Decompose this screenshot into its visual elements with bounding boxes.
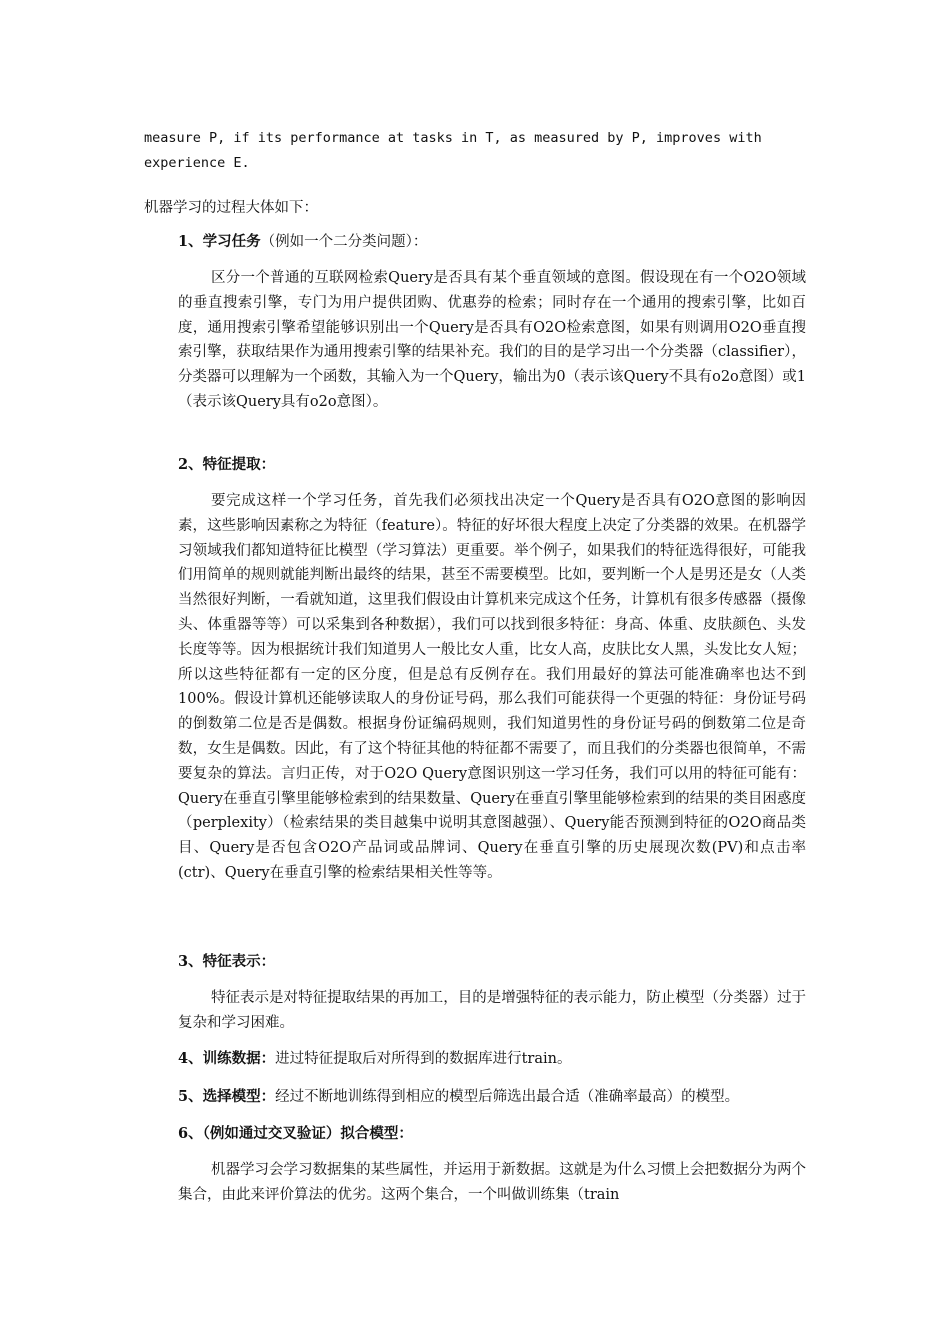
section-1-heading bbox=[178, 230, 427, 254]
section-4-title: 训练数据： bbox=[202, 1050, 276, 1067]
section-3-body: 特征表示是对特征提取结果的再加工，目的是增强特征的表示能力，防止模型（分类器）过于复杂和学习困难。 bbox=[178, 990, 806, 1031]
section-6-body: 机器学习会学习数据集的某些属性，并运用于新数据。这就是为什么习惯上会把数据分为两个集合，由此来评价算法的优劣。这两个集合，一个叫做训练集（train bbox=[178, 1162, 806, 1203]
section-4-number: 4、 bbox=[178, 1050, 203, 1067]
section-6-number: 6、 bbox=[178, 1125, 203, 1142]
intro-english-text: measure P, if its performance at tasks in T, as measured by P, improves with experience E. bbox=[144, 130, 762, 171]
section-3-title: 特征表示： bbox=[202, 953, 276, 970]
section-2-title: 特征提取： bbox=[202, 456, 276, 473]
section-6-title: （例如通过交叉验证）拟合模型： bbox=[202, 1125, 413, 1142]
section-1-body: 区分一个普通的互联网检索Query是否具有某个垂直领域的意图。假设现在有一个O2O领域的垂直搜索引擎，专门为用户提供团购、优惠券的检索；同时存在一个通用的搜索引擎，比如百度，通用搜索引擎希望能够识别出一个Query是否具有O2O检索意图，如果有则调用O2O垂直搜索引擎，获取结果作为通用搜索引擎的结果补充。我们的目的是学习出一个分类器（classifier），分类器可以理解为一个函数，其输入为一个Query，输出为0（表示该Query不具有o2o意图）或1（表示该Query具有o2o意图）。 bbox=[178, 270, 806, 410]
section-6-heading bbox=[178, 1122, 413, 1146]
section-1-number: 1、 bbox=[178, 233, 203, 250]
section-5-heading bbox=[178, 1085, 739, 1109]
process-lead-paragraph: 机器学习的过程大体如下： bbox=[144, 200, 318, 216]
section-1-title-note: （例如一个二分类问题）： bbox=[260, 234, 428, 250]
section-2-number: 2、 bbox=[178, 456, 203, 473]
section-4-text: 进过特征提取后对所得到的数据库进行train。 bbox=[275, 1051, 572, 1067]
section-5-number: 5、 bbox=[178, 1088, 203, 1105]
section-5-text: 经过不断地训练得到相应的模型后筛选出最合适（准确率最高）的模型。 bbox=[275, 1089, 740, 1105]
section-2-heading bbox=[178, 453, 275, 477]
section-5-title: 选择模型： bbox=[202, 1088, 276, 1105]
section-1-title: 学习任务 bbox=[202, 233, 261, 250]
section-3-heading bbox=[178, 950, 275, 974]
section-2-body: 要完成这样一个学习任务，首先我们必须找出决定一个Query是否具有O2O意图的影响因素，这些影响因素称之为特征（feature）。特征的好坏很大程度上决定了分类器的效果。在机器学习领域我们都知道特征比模型（学习算法）更重要。举个例子，如果我们的特征选得很好，可能我们用简单的规则就能判断出最终的结果，甚至不需要模型。比如，要判断一个人是男还是女（人类当然很好判断，一看就知道，这里我们假设由计算机来完成这个任务，计算机有很多传感器（摄像头、体重器等等）可以采集到各种数据），我们可以找到很多特征：身高、体重、皮肤颜色、头发长度等等。因为根据统计我们知道男人一般比女人重，比女人高，皮肤比女人黑，头发比女人短；所以这些特征都有一定的区分度，但是总有反例存在。我们用最好的算法可能准确率也达不到100%。假设计算机还能够读取人的身份证号码，那么我们可能获得一个更强的特征：身份证号码的倒数第二位是否是偶数。根据身份证编码规则，我们知道男性的身份证号码的倒数第二位是奇数，女生是偶数。因此，有了这个特征其他的特征都不需要了，而且我们的分类器也很简单，不需要复杂的算法。言归正传，对于O2O Query意图识别这一学习任务，我们可以用的特征可能有：Query在垂直引擎里能够检索到的结果数量、Query在垂直引擎里能够检索到的结果的类目困惑度（perplexity）（检索结果的类目越集中说明其意图越强）、Query能否预测到特征的O2O商品类目、Query是否包含O2O产品词或品牌词、Query在垂直引擎的历史展现次数(PV)和点击率(ctr)、Query在垂直引擎的检索结果相关性等等。 bbox=[178, 493, 806, 881]
section-4-heading bbox=[178, 1047, 571, 1071]
section-3-number: 3、 bbox=[178, 953, 203, 970]
